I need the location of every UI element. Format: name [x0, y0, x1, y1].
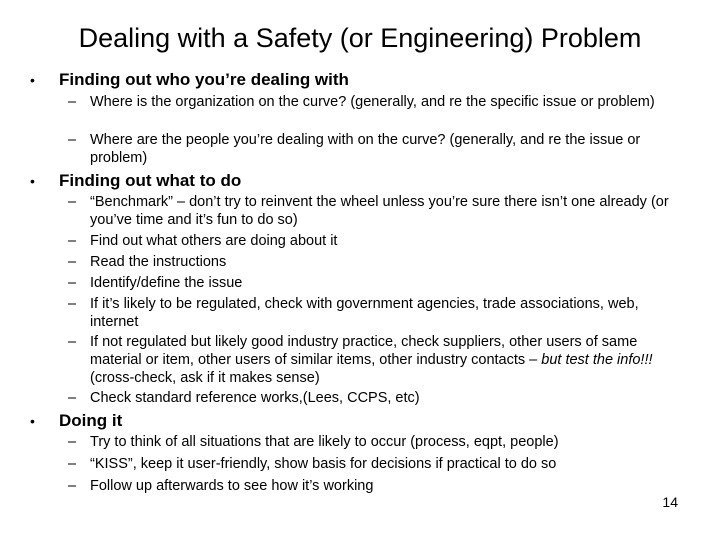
sub-item: [68, 389, 690, 407]
dash-marker: –: [68, 296, 77, 312]
slide-title: Dealing with a Safety (or Engineering) Problem: [78, 23, 642, 53]
dash-marker: –: [68, 434, 77, 450]
sub-item-text: Where is the organization on the curve? (generally, and re the specific issue or problem): [90, 94, 655, 110]
sub-item-text: “KISS”, keep it user-friendly, show basis for decisions if practical to do so: [90, 456, 557, 472]
dash-marker: –: [68, 478, 77, 494]
dash-marker: –: [68, 194, 77, 210]
dash-marker: –: [68, 334, 77, 350]
sub-item: [68, 274, 690, 292]
emphasis-text: but test the info!!!: [541, 352, 653, 368]
dash-marker: –: [68, 275, 77, 291]
dash-marker: –: [68, 456, 77, 472]
dash-marker: –: [68, 254, 77, 270]
sub-item-text: [90, 333, 690, 387]
dash-marker: –: [68, 94, 77, 110]
bullet-heading: Doing it: [59, 411, 123, 430]
dash-marker: –: [68, 132, 77, 148]
sub-item-text: If it’s likely to be regulated, check with government agencies, trade associations, web, internet: [90, 296, 639, 330]
sub-item-text: Try to think of all situations that are likely to occur (process, eqpt, people): [90, 434, 559, 450]
sub-item-text-part: (cross-check, ask if it makes sense): [90, 370, 320, 386]
sub-item-text: Read the instructions: [90, 254, 227, 270]
sub-item-text: Find out what others are doing about it: [90, 233, 338, 249]
sub-item-text: Where are the people you’re dealing with on the curve? (generally, and re the issue or problem): [90, 132, 641, 166]
sub-item: [68, 131, 690, 167]
sub-item: [68, 253, 690, 271]
sub-item: [68, 433, 690, 451]
sub-item: [68, 295, 690, 331]
sub-item-text: “Benchmark” – don’t try to reinvent the wheel unless you’re sure there isn’t one already (or you’ve time and it’s fun to do so): [90, 194, 669, 228]
page-number: 14: [662, 494, 678, 510]
sub-item: [68, 232, 690, 250]
sub-item-text: Check standard reference works,(Lees, CCPS, etc): [90, 390, 420, 406]
sub-item-text-part: If not regulated but likely good industry practice, check suppliers, other users of same material or item, other users of similar items, other industry contacts –: [90, 334, 638, 368]
bullet-marker: •: [30, 413, 35, 429]
bullet-heading: Finding out what to do: [59, 171, 242, 190]
sub-item: [68, 193, 690, 229]
bullet-marker: •: [30, 72, 35, 88]
sub-item-text: Identify/define the issue: [90, 275, 243, 291]
sub-item: [68, 333, 690, 387]
sub-item-text: Follow up afterwards to see how it’s working: [90, 478, 374, 494]
sub-item: [68, 477, 690, 495]
bullet-heading: Finding out who you’re dealing with: [59, 70, 349, 89]
bullet-marker: •: [30, 173, 35, 189]
sub-item: [68, 93, 690, 111]
sub-item: [68, 455, 690, 473]
dash-marker: –: [68, 233, 77, 249]
dash-marker: –: [68, 390, 77, 406]
